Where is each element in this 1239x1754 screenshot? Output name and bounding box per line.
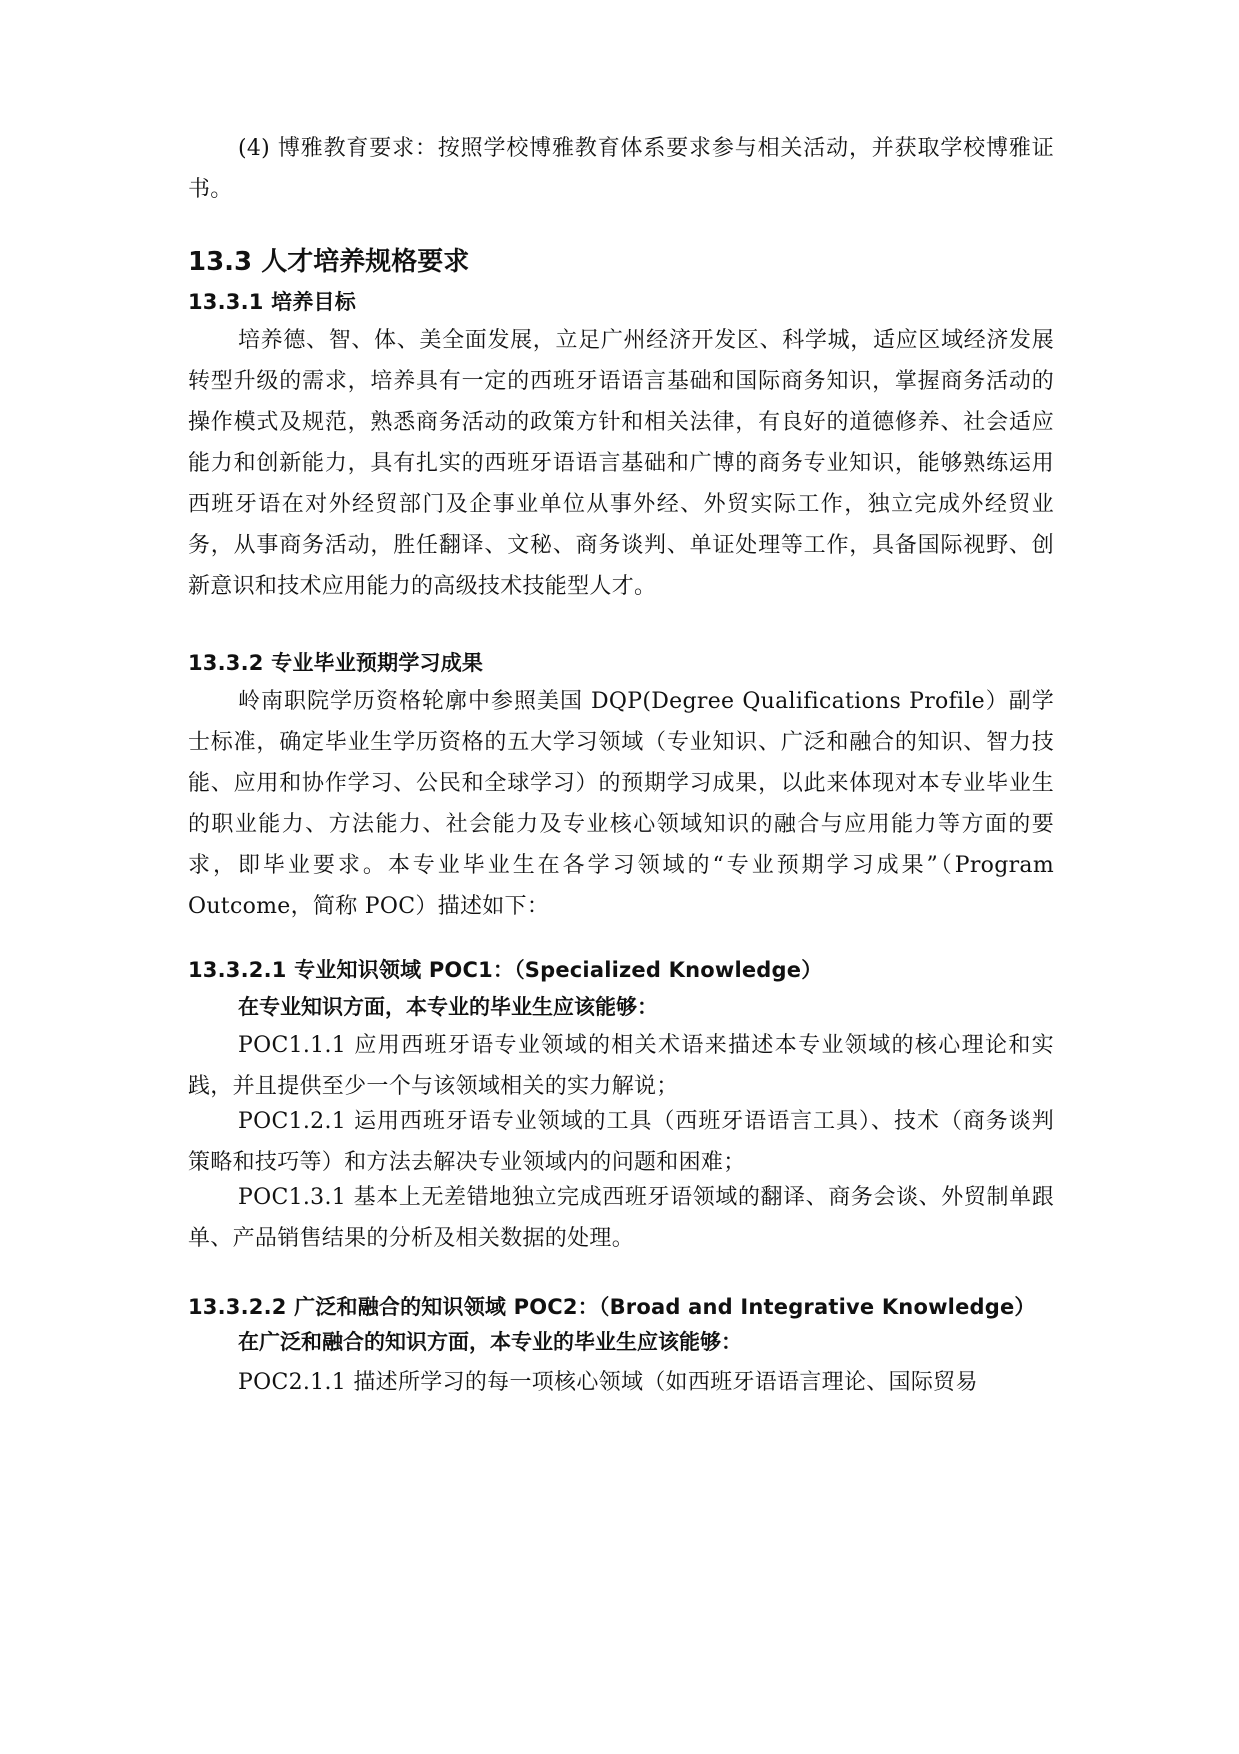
- paragraph: 培养德、智、体、美全面发展，立足广州经济开发区、科学城，适应区域经济发展转型升级的需求，培养具有一定的西班牙语语言基础和国际商务知识，掌握商务活动的操作模式及规范，熟悉商务活动的政策方针和相关法律，有良好的道德修养、社会适应能力和创新能力，具有扎实的西班牙语语言基础和广博的商务专业知识，能够熟练运用西班牙语在对外经贸部门及企事业单位从事外经、外贸实际工作，独立完成外经贸业务，从事商务活动，胜任翻译、文秘、商务谈判、单证处理等工作，具备国际视野、创新意识和技术应用能力的高级技术技能型人才。: [188, 328, 1054, 599]
- poc1-lead-wrap: [188, 989, 1054, 1025]
- poc-heading: 13.3.2.1 专业知识领域 POC1：（Specialized Knowledge）: [188, 958, 823, 982]
- poc1-item-2: [188, 1101, 1054, 1183]
- poc-item: POC2.1.1 描述所学习的每一项核心领域（如西班牙语语言理论、国际贸易: [238, 1370, 978, 1395]
- general-education-requirement: [188, 128, 1054, 210]
- poc2-lead-wrap: [188, 1324, 1054, 1360]
- subsection-heading: 13.3.2 专业毕业预期学习成果: [188, 651, 484, 675]
- poc-item: POC1.3.1 基本上无差错地独立完成西班牙语领域的翻译、商务会谈、外贸制单跟单、产品销售结果的分析及相关数据的处理。: [188, 1185, 1054, 1251]
- poc1-item-1: [188, 1025, 1054, 1107]
- poc2-item-1: [188, 1362, 1054, 1403]
- subsection-heading: 13.3.1 培养目标: [188, 290, 356, 314]
- poc-item: POC1.2.1 运用西班牙语专业领域的工具（西班牙语语言工具）、技术（商务谈判策略和技巧等）和方法去解决专业领域内的问题和困难；: [188, 1109, 1054, 1175]
- training-goal-body: [188, 320, 1054, 607]
- poc-lead: 在专业知识方面，本专业的毕业生应该能够：: [238, 995, 658, 1019]
- paragraph: 岭南职院学历资格轮廓中参照美国 DQP(Degree Qualifications Profile）副学士标准，确定毕业生学历资格的五大学习领域（专业知识、广泛和融合的知识、智力技能、应用和协作学习、公民和全球学习）的预期学习成果，以此来体现对本专业毕业生的职业能力、方法能力、社会能力及专业核心领域知识的融合与应用能力等方面的要求，即毕业要求。本专业毕业生在各学习领域的“专业预期学习成果”（Program Outcome，简称 POC）描述如下：: [188, 689, 1054, 919]
- poc-item: POC1.1.1 应用西班牙语专业领域的相关术语来描述本专业领域的核心理论和实践，并且提供至少一个与该领域相关的实力解说；: [188, 1033, 1054, 1099]
- poc1-item-3: [188, 1177, 1054, 1259]
- poc-lead: 在广泛和融合的知识方面，本专业的毕业生应该能够：: [238, 1330, 742, 1354]
- subsection-13-3-2-heading-wrap: [188, 648, 1054, 678]
- poc1-heading-wrap: [188, 955, 1054, 985]
- learning-outcomes-body: [188, 681, 1054, 927]
- paragraph: (4) 博雅教育要求：按照学校博雅教育体系要求参与相关活动，并获取学校博雅证书。: [188, 136, 1054, 202]
- poc-heading: 13.3.2.2 广泛和融合的知识领域 POC2：（Broad and Integrative Knowledge）: [188, 1295, 1036, 1319]
- subsection-13-3-1-heading-wrap: [188, 287, 1054, 317]
- poc2-heading-wrap: [188, 1292, 1054, 1322]
- section-13-3-heading-wrap: [188, 245, 1054, 279]
- section-heading: 13.3 人才培养规格要求: [188, 247, 470, 277]
